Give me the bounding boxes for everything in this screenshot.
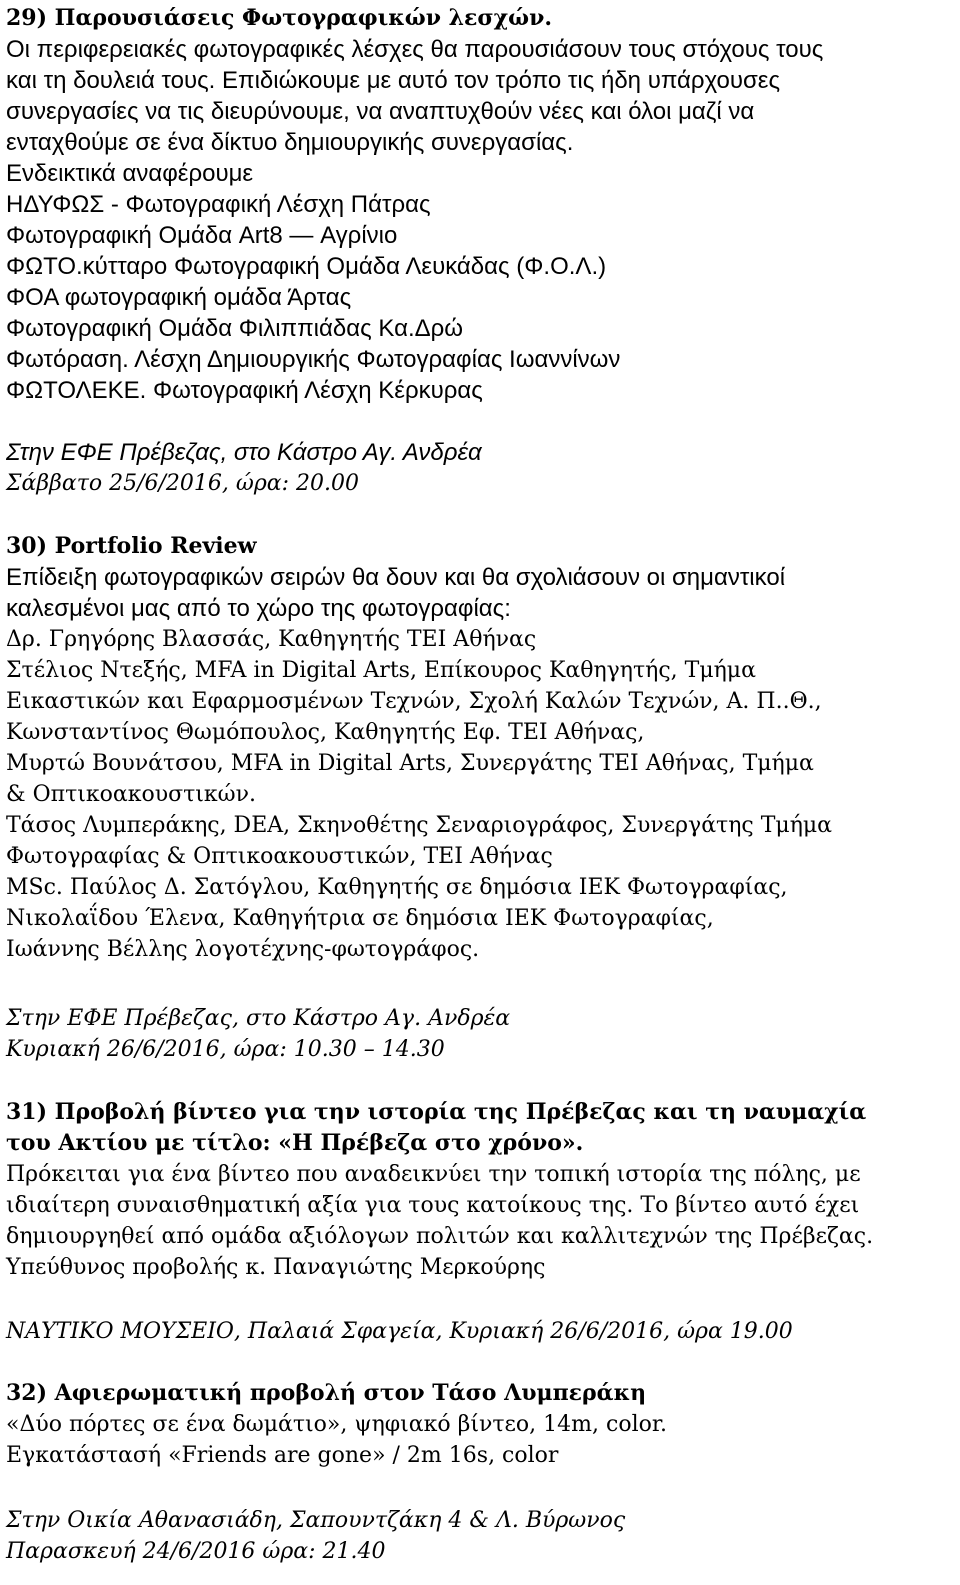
section-31-heading: 31) Προβολή βίντεο για την ιστορία της Πρέβεζας και τη ναυμαχία <box>6 1099 867 1125</box>
club-item: Φωτόραση. Λέσχη Δημιουργικής Φωτογραφίας Ιωαννίνων <box>6 346 621 373</box>
reviewer-line: Νικολαΐδου Έλενα, Καθηγήτρια σε δημόσια ΙΕΚ Φωτογραφίας, <box>6 906 714 931</box>
section-30-text-line: Επίδειξη φωτογραφικών σειρών θα δουν και θα σχολιάσουν οι σημαντικοί <box>6 564 786 591</box>
club-item: ΦΩΤΟΛΕΚΕ. Φωτογραφική Λέσχη Κέρκυρας <box>6 377 483 404</box>
club-item: Φωτογραφική Ομάδα Φιλιππιάδας Κα.Δρώ <box>6 315 464 342</box>
section-30-heading: 30) Portfolio Review <box>6 533 257 559</box>
section-29-text-line: και τη δουλειά τους. Επιδιώκουμε με αυτό τον τρόπο τις ήδη υπάρχουσες <box>6 67 781 94</box>
reviewer-line: Φωτογραφίας & Οπτικοακουστικών, ΤΕΙ Αθήνας <box>6 844 553 869</box>
section-29-datetime: Σάββατο 25/6/2016, ώρα: 20.00 <box>6 471 360 496</box>
section-30-datetime: Κυριακή 26/6/2016, ώρα: 10.30 – 14.30 <box>6 1037 445 1062</box>
section-32-datetime: Παρασκευή 24/6/2016 ώρα: 21.40 <box>6 1539 386 1564</box>
section-31-text-line: Πρόκειται για ένα βίντεο που αναδεικνύει την τοπική ιστορία της πόλης, με <box>6 1162 861 1187</box>
club-item: ΦΟΑ φωτογραφική ομάδα Άρτας <box>6 284 352 311</box>
reviewer-line: Εικαστικών και Εφαρμοσμένων Τεχνών, Σχολή Καλών Τεχνών, Α. Π..Θ., <box>6 689 822 714</box>
reviewer-line: Στέλιος Ντεξής, MFA in Digital Arts, Επίκουρος Καθηγητής, Τμήμα <box>6 658 756 683</box>
section-32-item: Εγκατάστασή «Friends are gone» / 2m 16s, color <box>6 1443 559 1468</box>
section-30-text-line: καλεσμένοι μας από το χώρο της φωτογραφίας: <box>6 595 511 622</box>
reviewer-line: & Οπτικοακουστικών. <box>6 782 256 807</box>
section-29-heading: 29) Παρουσιάσεις Φωτογραφικών λεσχών. <box>6 5 552 31</box>
section-31-text-line: ιδιαίτερη συναισθηματική αξία για τους κατοίκους της. Το βίντεο αυτό έχει <box>6 1193 860 1218</box>
section-32-item: «Δύο πόρτες σε ένα δωμάτιο», ψηφιακό βίντεο, 14m, color. <box>6 1412 667 1437</box>
section-29-venue: Στην ΕΦΕ Πρέβεζας, στο Κάστρο Αγ. Ανδρέα <box>6 439 482 466</box>
section-31-heading: του Ακτίου με τίτλο: «Η Πρέβεζα στο χρόνο». <box>6 1130 584 1156</box>
reviewer-line: Τάσος Λυμπεράκης, DEA, Σκηνοθέτης Σεναριογράφος, Συνεργάτης Τμήμα <box>6 813 833 838</box>
clubs-intro: Ενδεικτικά αναφέρουμε <box>6 160 254 187</box>
club-item: ΗΔΥΦΩΣ - Φωτογραφική Λέσχη Πάτρας <box>6 191 431 218</box>
section-30-venue: Στην ΕΦΕ Πρέβεζας, στο Κάστρο Αγ. Ανδρέα <box>6 1006 511 1031</box>
section-32-venue: Στην Οικία Αθανασιάδη, Σαπουντζάκη 4 & Λ. Βύρωνος <box>6 1508 626 1533</box>
reviewer-line: Ιωάννης Βέλλης λογοτέχνης-φωτογράφος. <box>6 937 480 962</box>
club-item: Φωτογραφική Ομάδα Art8 — Αγρίνιο <box>6 222 398 249</box>
reviewer-line: Δρ. Γρηγόρης Βλασσάς, Καθηγητής ΤΕΙ Αθήνας <box>6 627 537 652</box>
section-29-text-line: ενταχθούμε σε ένα δίκτυο δημιουργικής συνεργασίας. <box>6 129 574 156</box>
section-29-text-line: Οι περιφερειακές φωτογραφικές λέσχες θα παρουσιάσουν τους στόχους τους <box>6 36 824 63</box>
section-32-heading: 32) Αφιερωματική προβολή στον Τάσο Λυμπεράκη <box>6 1380 647 1406</box>
section-31-venue-datetime: ΝΑΥΤΙΚΟ ΜΟΥΣΕΙΟ, Παλαιά Σφαγεία, Κυριακή 26/6/2016, ώρα 19.00 <box>6 1319 793 1344</box>
section-31-text-line: Υπεύθυνος προβολής κ. Παναγιώτης Μερκούρης <box>6 1255 546 1280</box>
reviewer-line: Κωνσταντίνος Θωμόπουλος, Καθηγητής Εφ. ΤΕΙ Αθήνας, <box>6 720 645 745</box>
section-29-text-line: συνεργασίες να τις διευρύνουμε, να αναπτυχθούν νέες και όλοι μαζί να <box>6 98 755 125</box>
reviewer-line: MSc. Παύλος Δ. Σατόγλου, Καθηγητής σε δημόσια ΙΕΚ Φωτογραφίας, <box>6 875 788 900</box>
section-31-text-line: δημιουργηθεί από ομάδα αξιόλογων πολιτών και καλλιτεχνών της Πρέβεζας. <box>6 1224 874 1249</box>
reviewer-line: Μυρτώ Βουνάτσου, MFA in Digital Arts, Συνεργάτης ΤΕΙ Αθήνας, Τμήμα <box>6 751 814 776</box>
club-item: ΦΩΤΟ.κύτταρο Φωτογραφική Ομάδα Λευκάδας (Φ.Ο.Λ.) <box>6 253 607 280</box>
